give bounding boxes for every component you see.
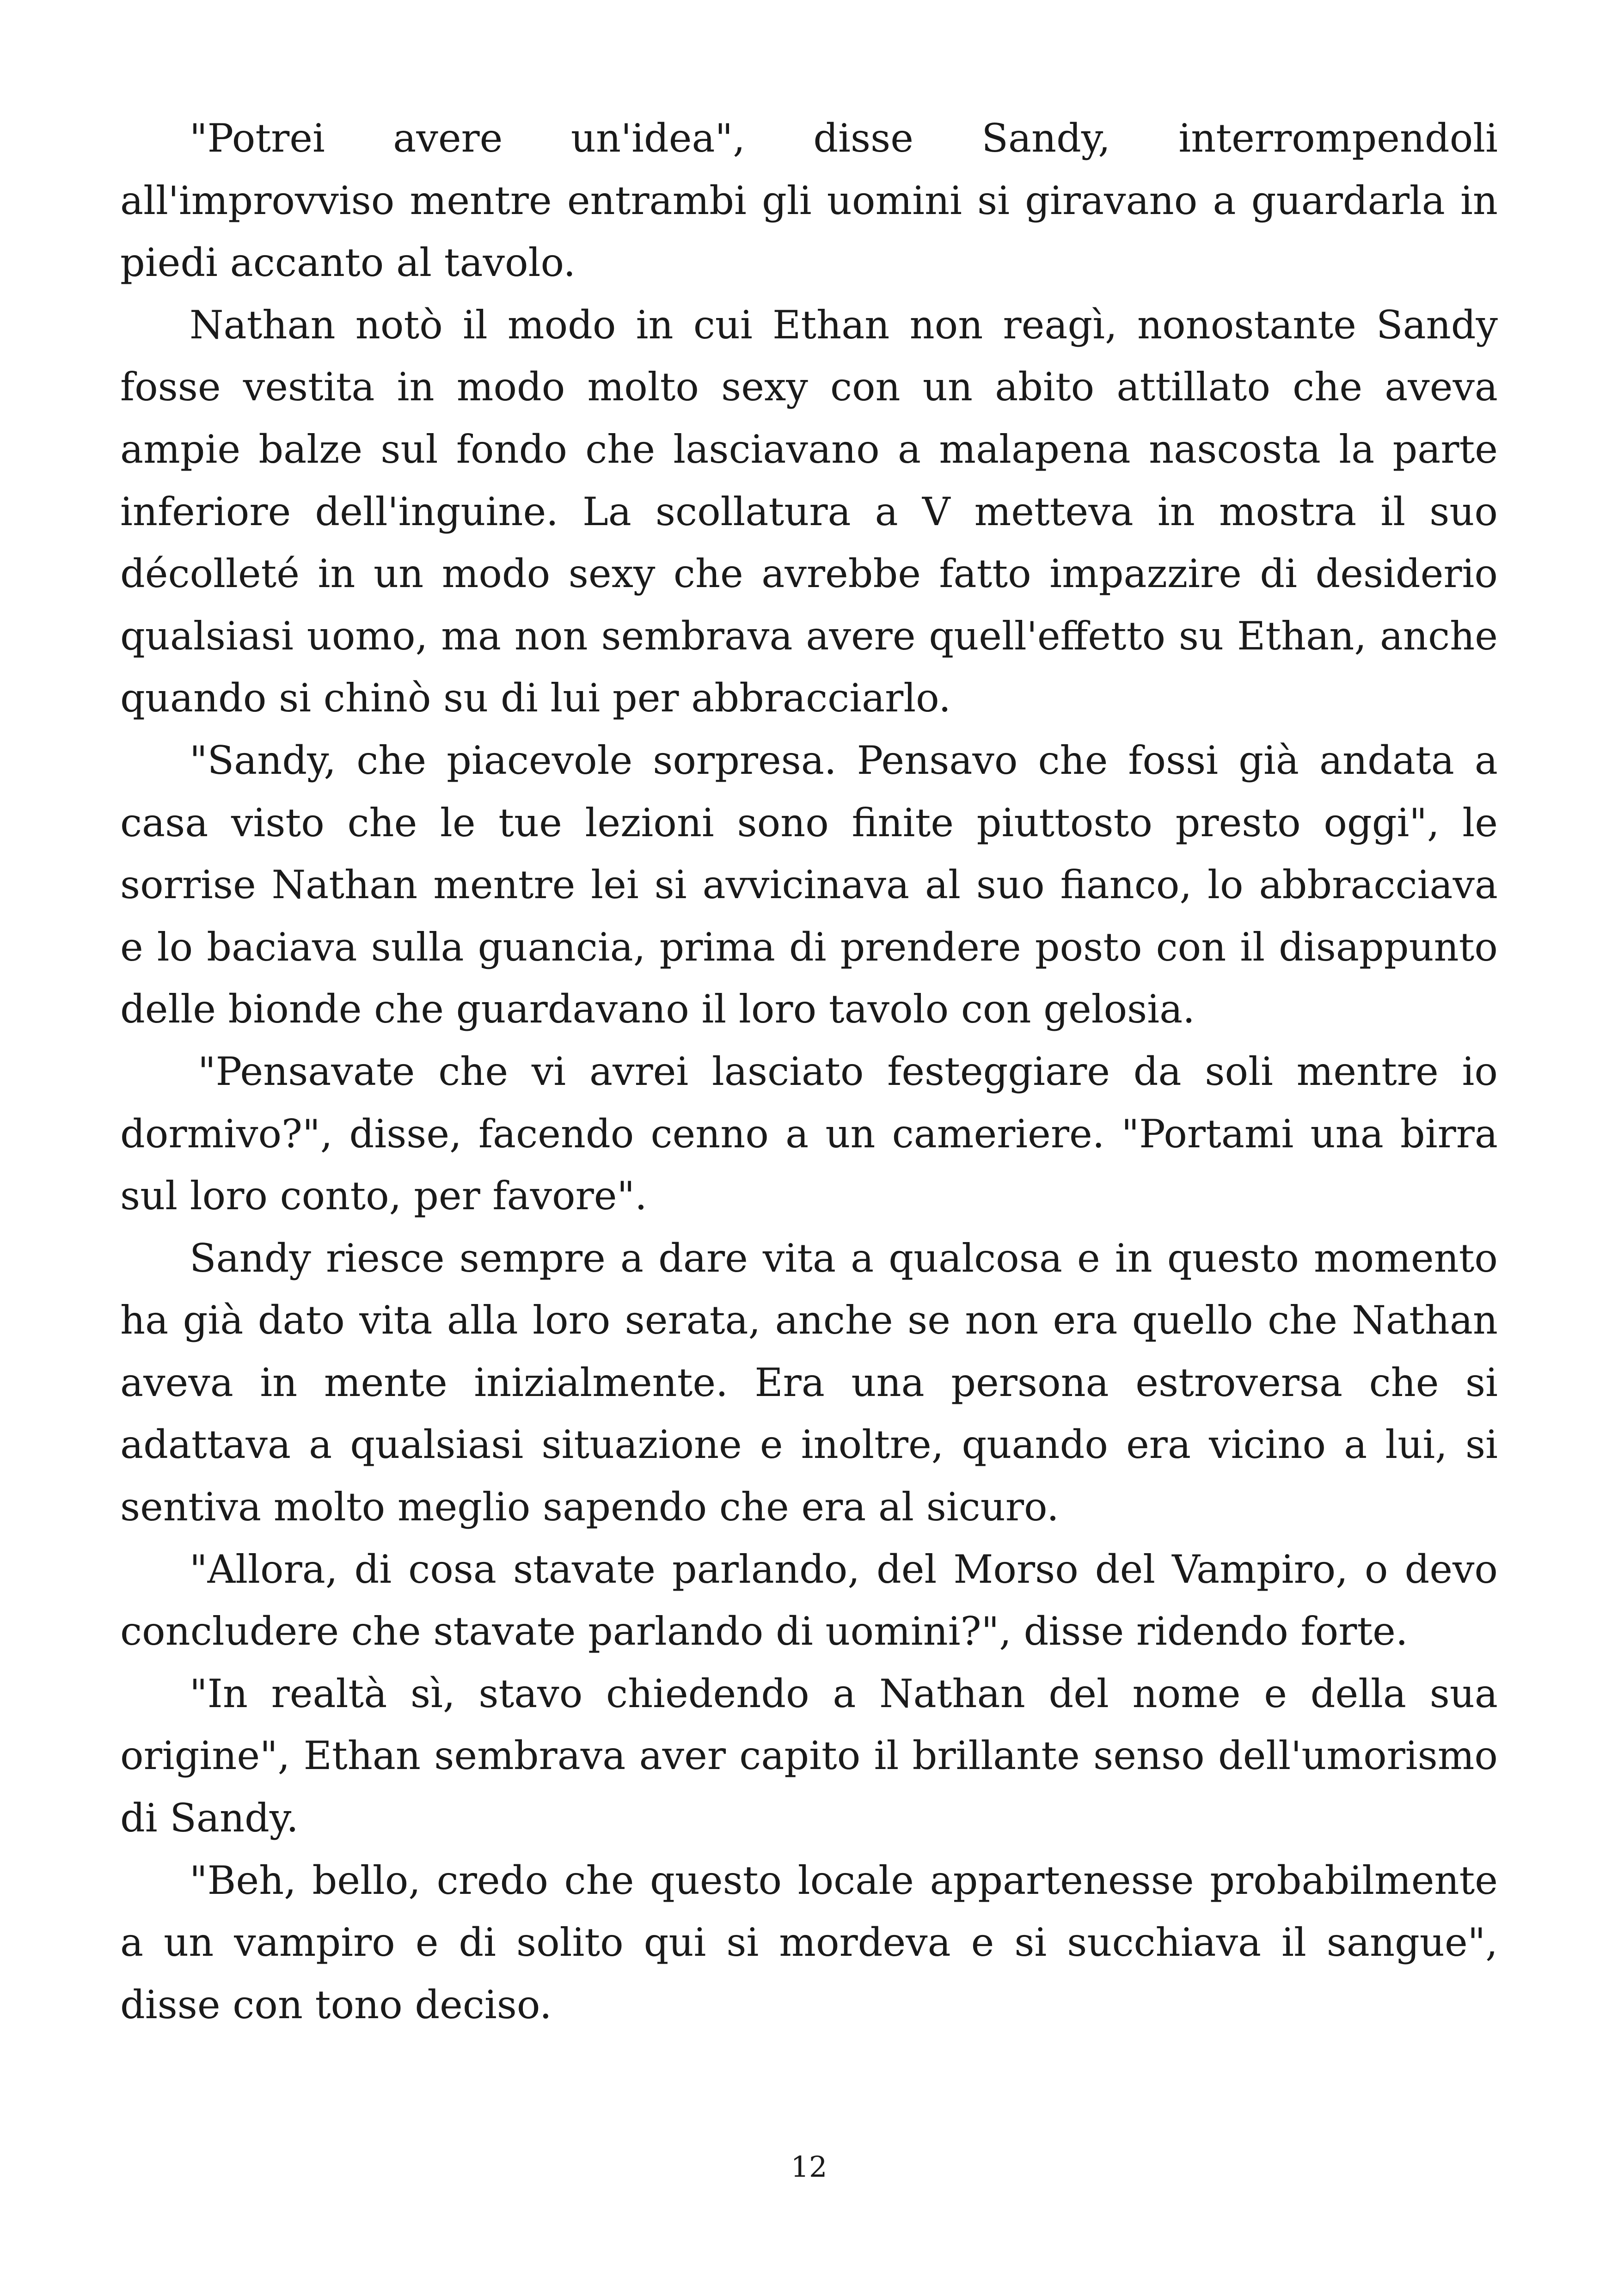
paragraph: "Pensavate che vi avrei lasciato festeggiare da soli mentre io dormivo?", disse, facendo cenno a un cameriere. "Portami una birra sul loro conto, per favore".	[120, 1048, 1498, 1219]
paragraph: "In realtà sì, stavo chiedendo a Nathan del nome e della sua origine", Ethan sembrava aver capito il brillante senso dell'umorismo di Sandy.	[120, 1671, 1498, 1841]
paragraph: "Allora, di cosa stavate parlando, del Morso del Vampiro, o devo concludere che stavate parlando di uomini?", disse ridendo forte.	[120, 1546, 1498, 1654]
page-number: 12	[791, 2150, 827, 2184]
paragraph: "Beh, bello, credo che questo locale appartenesse probabilmente a un vampiro e di solito qui si mordeva e si succhiava il sangue", disse con tono deciso.	[120, 1857, 1498, 2027]
paragraph: "Sandy, che piacevole sorpresa. Pensavo che fossi già andata a casa visto che le tue lezioni sono finite piuttosto presto oggi", le sorrise Nathan mentre lei si avvicinava al suo fianco, lo abbracciava e lo baciava sulla guancia, prima di prendere posto con il disappunto delle bionde che guardavano il loro tavolo con gelosia.	[120, 737, 1498, 1032]
body-text	[120, 107, 1498, 2036]
paragraph: Sandy riesce sempre a dare vita a qualcosa e in questo momento ha già dato vita alla loro serata, anche se non era quello che Nathan aveva in mente inizialmente. Era una persona estroversa che si adattava a qualsiasi situazione e inoltre, quando era vicino a lui, si sentiva molto meglio sapendo che era al sicuro.	[120, 1235, 1498, 1530]
paragraph: Nathan notò il modo in cui Ethan non reagì, nonostante Sandy fosse vestita in modo molto sexy con un abito attillato che aveva ampie balze sul fondo che lasciavano a malapena nascosta la parte inferiore dell'inguine. La scollatura a V metteva in mostra il suo décolleté in un modo sexy che avrebbe fatto impazzire di desiderio qualsiasi uomo, ma non sembrava avere quell'effetto su Ethan, anche quando si chinò su di lui per abbracciarlo.	[120, 302, 1498, 721]
paragraph: "Potrei avere un'idea", disse Sandy, interrompendoli all'improvviso mentre entrambi gli uomini si giravano a guardarla in piedi accanto al tavolo.	[120, 116, 1498, 286]
